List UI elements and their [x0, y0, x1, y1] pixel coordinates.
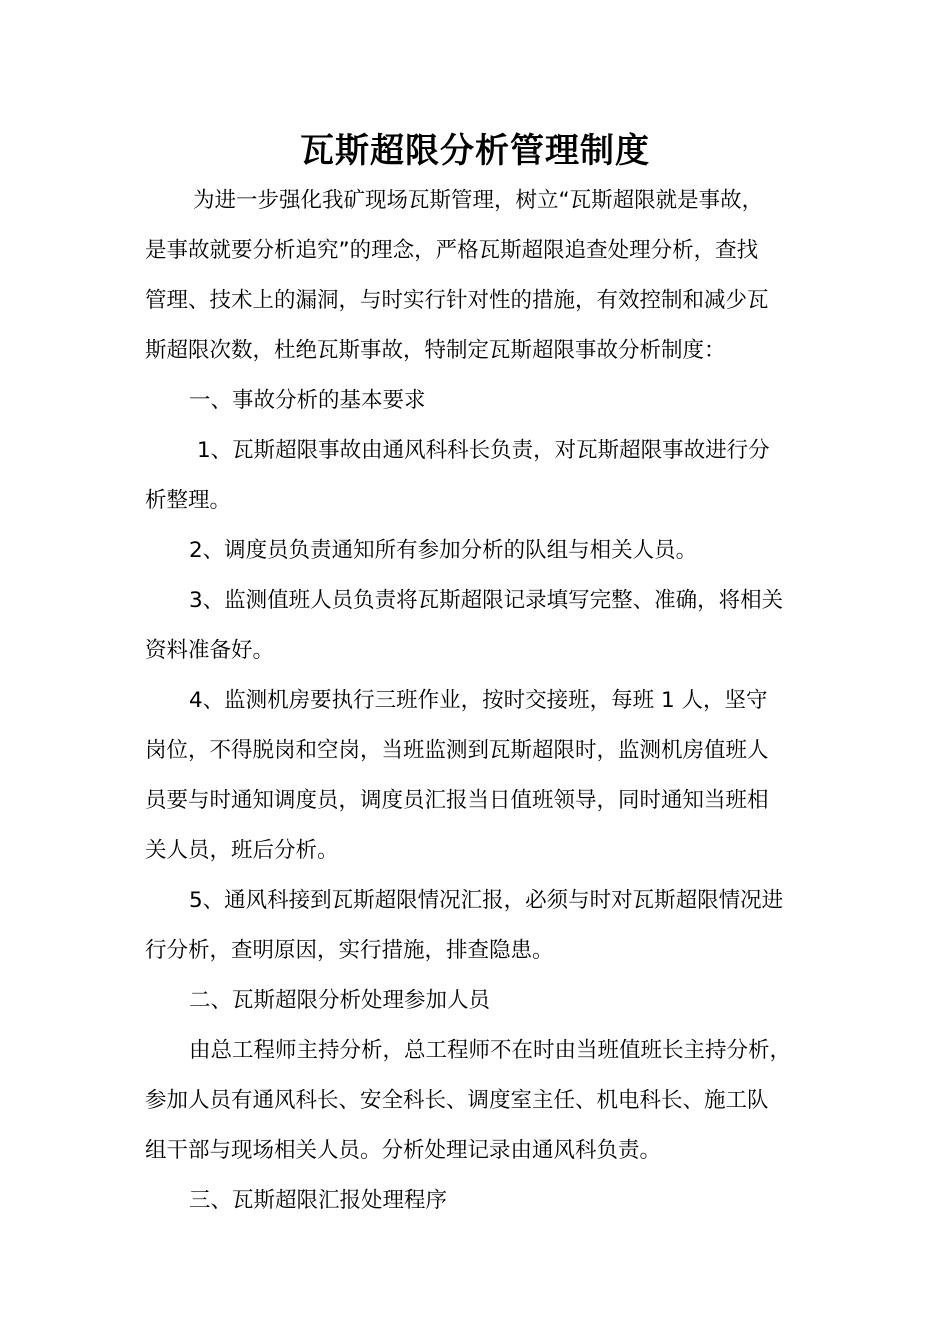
paragraph-line: 参加人员有通风科长、安全科长、调度室主任、机电科长、施工队 [145, 1088, 769, 1113]
paragraph-line: 3、监测值班人员负责将瓦斯超限记录填写完整、准确，将相关 [189, 588, 784, 613]
paragraph-line: 管理、技术上的漏洞，与时实行针对性的措施，有效控制和减少瓦 [145, 288, 769, 313]
paragraph-line: 4、监测机房要执行三班作业，按时交接班，每班 1 人，坚守 [189, 688, 768, 713]
paragraph-line: 岗位，不得脱岗和空岗，当班监测到瓦斯超限时，监测机房值班人 [145, 738, 769, 763]
paragraph-line: 由总工程师主持分析，总工程师不在时由当班值班长主持分析， [189, 1038, 792, 1063]
paragraph-line: 2、调度员负责通知所有参加分析的队组与相关人员。 [189, 538, 698, 563]
paragraph-line: 为进一步强化我矿现场瓦斯管理，树立“瓦斯超限就是事故， [193, 188, 764, 213]
paragraph-line: 组干部与现场相关人员。分析处理记录由通风科负责。 [145, 1138, 662, 1163]
document-title: 瓦斯超限分析管理制度 [300, 131, 650, 171]
paragraph-line: 斯超限次数，杜绝瓦斯事故，特制定瓦斯超限事故分析制度： [145, 338, 726, 363]
section-heading: 二、瓦斯超限分析处理参加人员 [189, 988, 491, 1013]
paragraph-line: 行分析，查明原因，实行措施，排查隐患。 [145, 938, 554, 963]
section-heading: 三、瓦斯超限汇报处理程序 [189, 1188, 448, 1213]
paragraph-line: 关人员，班后分析。 [145, 838, 339, 863]
section-heading: 一、事故分析的基本要求 [189, 388, 426, 413]
paragraph-line: 员要与时通知调度员，调度员汇报当日值班领导，同时通知当班相 [145, 788, 769, 813]
paragraph-line: 是事故就要分析追究”的理念，严格瓦斯超限追查处理分析，查找 [145, 238, 759, 263]
paragraph-line: 析整理。 [145, 488, 232, 513]
paragraph-line: 5、通风科接到瓦斯超限情况汇报，必须与时对瓦斯超限情况进 [189, 888, 784, 913]
paragraph-line: 资料准备好。 [145, 638, 275, 663]
paragraph-line: 1、瓦斯超限事故由通风科科长负责，对瓦斯超限事故进行分 [197, 438, 770, 463]
